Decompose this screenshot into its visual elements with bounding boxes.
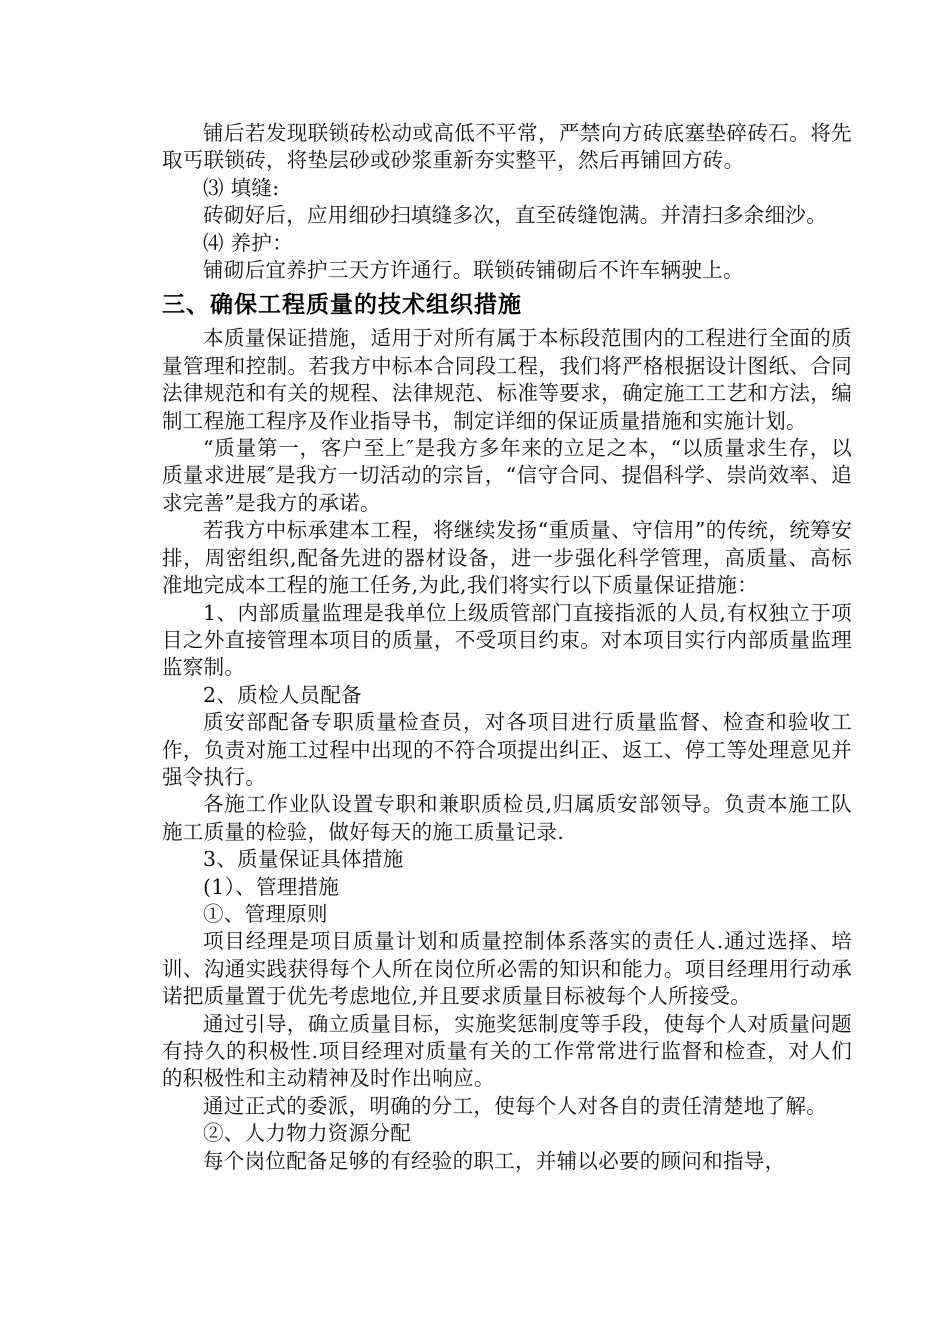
document-body bbox=[162, 120, 852, 1175]
paragraph-paving-inspection: 铺后若发现联锁砖松动或高低不平常，严禁向方砖底塞垫碎砖石。将先取丐联锁砖，将垫层砂或砂浆重新夯实整平，然后再铺回方砖。 bbox=[162, 121, 852, 173]
paragraph-guidance: 通过引导，确立质量目标，实施奖惩制度等手段，使每个人对质量问题有持久的积极性.项目经理对质量有关的工作常常进行监督和检查，对人们的积极性和主动精神及时作出响应。 bbox=[162, 1011, 852, 1091]
paragraph-delegation: 通过正式的委派，明确的分工，使每个人对各自的责任清楚地了解。 bbox=[203, 1093, 827, 1118]
paragraph-staffing: 每个岗位配备足够的有经验的职工，并辅以必要的顾问和指导， bbox=[203, 1148, 786, 1173]
subheading-curing: ⑷ 养护： bbox=[203, 230, 294, 255]
paragraph-project-manager: 项目经理是项目质量计划和质量控制体系落实的责任人.通过选择、培训、沟通实践获得每个人所在岗位所必需的知识和能力。项目经理用行动承诺把质量置于优先考虑地位,并且要求质量目标被每个人所接受。 bbox=[162, 929, 852, 1009]
subheading-joint-filling: ⑶ 填缝: bbox=[203, 175, 280, 200]
paragraph-team-inspectors: 各施工作业队设置专职和兼职质检员,归属质安部领导。负责本施工队施工质量的检验，做好每天的施工质量记录. bbox=[162, 792, 852, 844]
paragraph-quality-commitment: 若我方中标承建本工程，将继续发扬“重质量、守信用”的传统，统筹安排，周密组织,配备先进的器材设备，进一步强化科学管理，高质量、高标准地完成本工程的施工任务,为此,我们将实行以下质量保证措施： bbox=[162, 518, 852, 598]
subheading-management-principles: ①、管理原则 bbox=[203, 901, 328, 926]
subheading-management-measures: (1）、管理措施 bbox=[203, 874, 340, 899]
paragraph-joint-filling: 砖砌好后，应用细砂扫填缝多次，直至砖缝饱满。并清扫多余细沙。 bbox=[203, 203, 827, 228]
subheading-specific-measures: 3、质量保证具体措施 bbox=[203, 847, 404, 872]
subheading-inspector-staffing: 2、质检人员配备 bbox=[203, 682, 362, 707]
paragraph-quality-motto: “质量第一，客户至上″是我方多年来的立足之本，“以质量求生存，以质量求进展″是我方一切活动的宗旨，“信守合同、提倡科学、崇尚效率、追求完善”是我方的承诺。 bbox=[162, 436, 852, 515]
paragraph-internal-supervision: 1、内部质量监理是我单位上级质管部门直接指派的人员,有权独立于项目之外直接管理本项目的质量，不受项目约束。对本项目实行内部质量监理监察制。 bbox=[162, 600, 852, 680]
paragraph-quality-scope: 本质量保证措施，适用于对所有属于本标段范围内的工程进行全面的质量管理和控制。若我方中标本合同段工程，我们将严格根据设计图纸、合同法律规范和有关的规程、法律规范、标准等要求，确定施工工艺和方法，编制工程施工程序及作业指导书，制定详细的保证质量措施和实施计划。 bbox=[162, 326, 852, 433]
subheading-resource-allocation: ②、人力物力资源分配 bbox=[203, 1121, 411, 1146]
paragraph-inspector-duties: 质安部配备专职质量检查员，对各项目进行质量监督、检查和验收工作，负责对施工过程中出现的不符合项提出纠正、返工、停工等处理意见并强令执行。 bbox=[162, 710, 852, 789]
section-heading-quality-measures: 三、确保工程质量的技术组织措施 bbox=[162, 292, 522, 319]
paragraph-curing: 铺砌后宜养护三天方许通行。联锁砖铺砌后不许车辆驶上。 bbox=[203, 258, 744, 283]
